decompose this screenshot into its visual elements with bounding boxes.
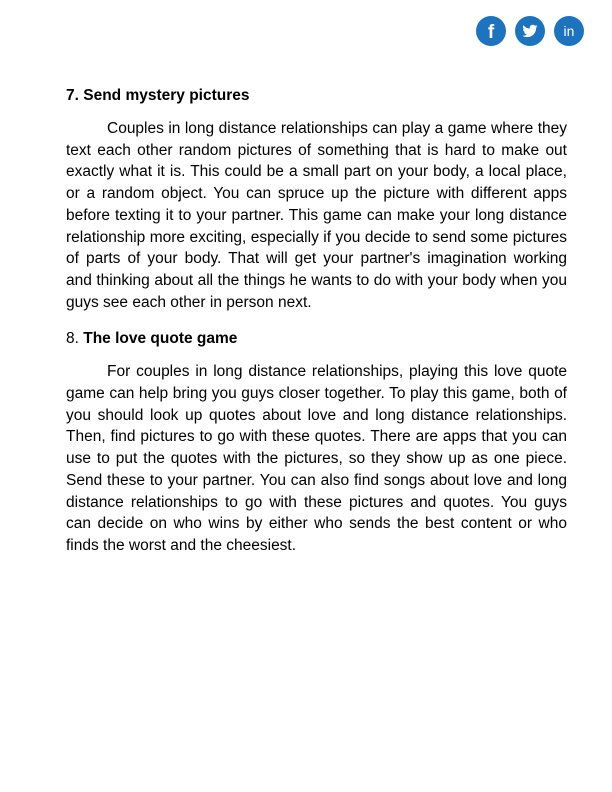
twitter-icon (515, 16, 545, 46)
twitter-button[interactable] (515, 16, 545, 46)
facebook-glyph: f (487, 22, 495, 43)
facebook-icon (476, 16, 506, 46)
linkedin-glyph: in (563, 23, 575, 39)
social-share-bar (476, 16, 584, 46)
linkedin-icon (554, 16, 584, 46)
section-number: 7. (66, 87, 79, 104)
section-paragraph: For couples in long distance relationships, playing this love quote game can help bring you guys closer together. To play this game, both of you should look up quotes about love and long distance relationships. Then, find pictures to go with these quotes. There are apps that you can use to put the quotes with the pictures, so they show up as one piece. Send these to your partner. You can also find songs about love and long distance relationships to go with these pictures and quotes. You guys can decide on who wins by either who sends the best content or who finds the worst and the cheesiest. (66, 363, 567, 554)
article-body (66, 84, 567, 557)
section-spacer (66, 313, 567, 327)
linkedin-button[interactable] (554, 16, 584, 46)
section-title: Send mystery pictures (83, 87, 250, 104)
section-title: The love quote game (83, 330, 238, 348)
section-number: 8. (66, 330, 79, 348)
section-heading-mystery-pictures (66, 84, 567, 108)
section-paragraph: Couples in long distance relationships can play a game where they text each other random pictures of something that is hard to make out exactly what it is. This could be a small part on your body, a local place, or a random object. You can spruce up the picture with different apps before texting it to your partner. This game can make your long distance relationship more exciting, especially if you decide to send some pictures of parts of your body. That will get your partner's imagination working and thinking about all the things he wants to do with your body when you guys see each other in person next. (66, 120, 567, 311)
section-heading-love-quote-game (66, 327, 567, 351)
facebook-button[interactable] (476, 16, 506, 46)
